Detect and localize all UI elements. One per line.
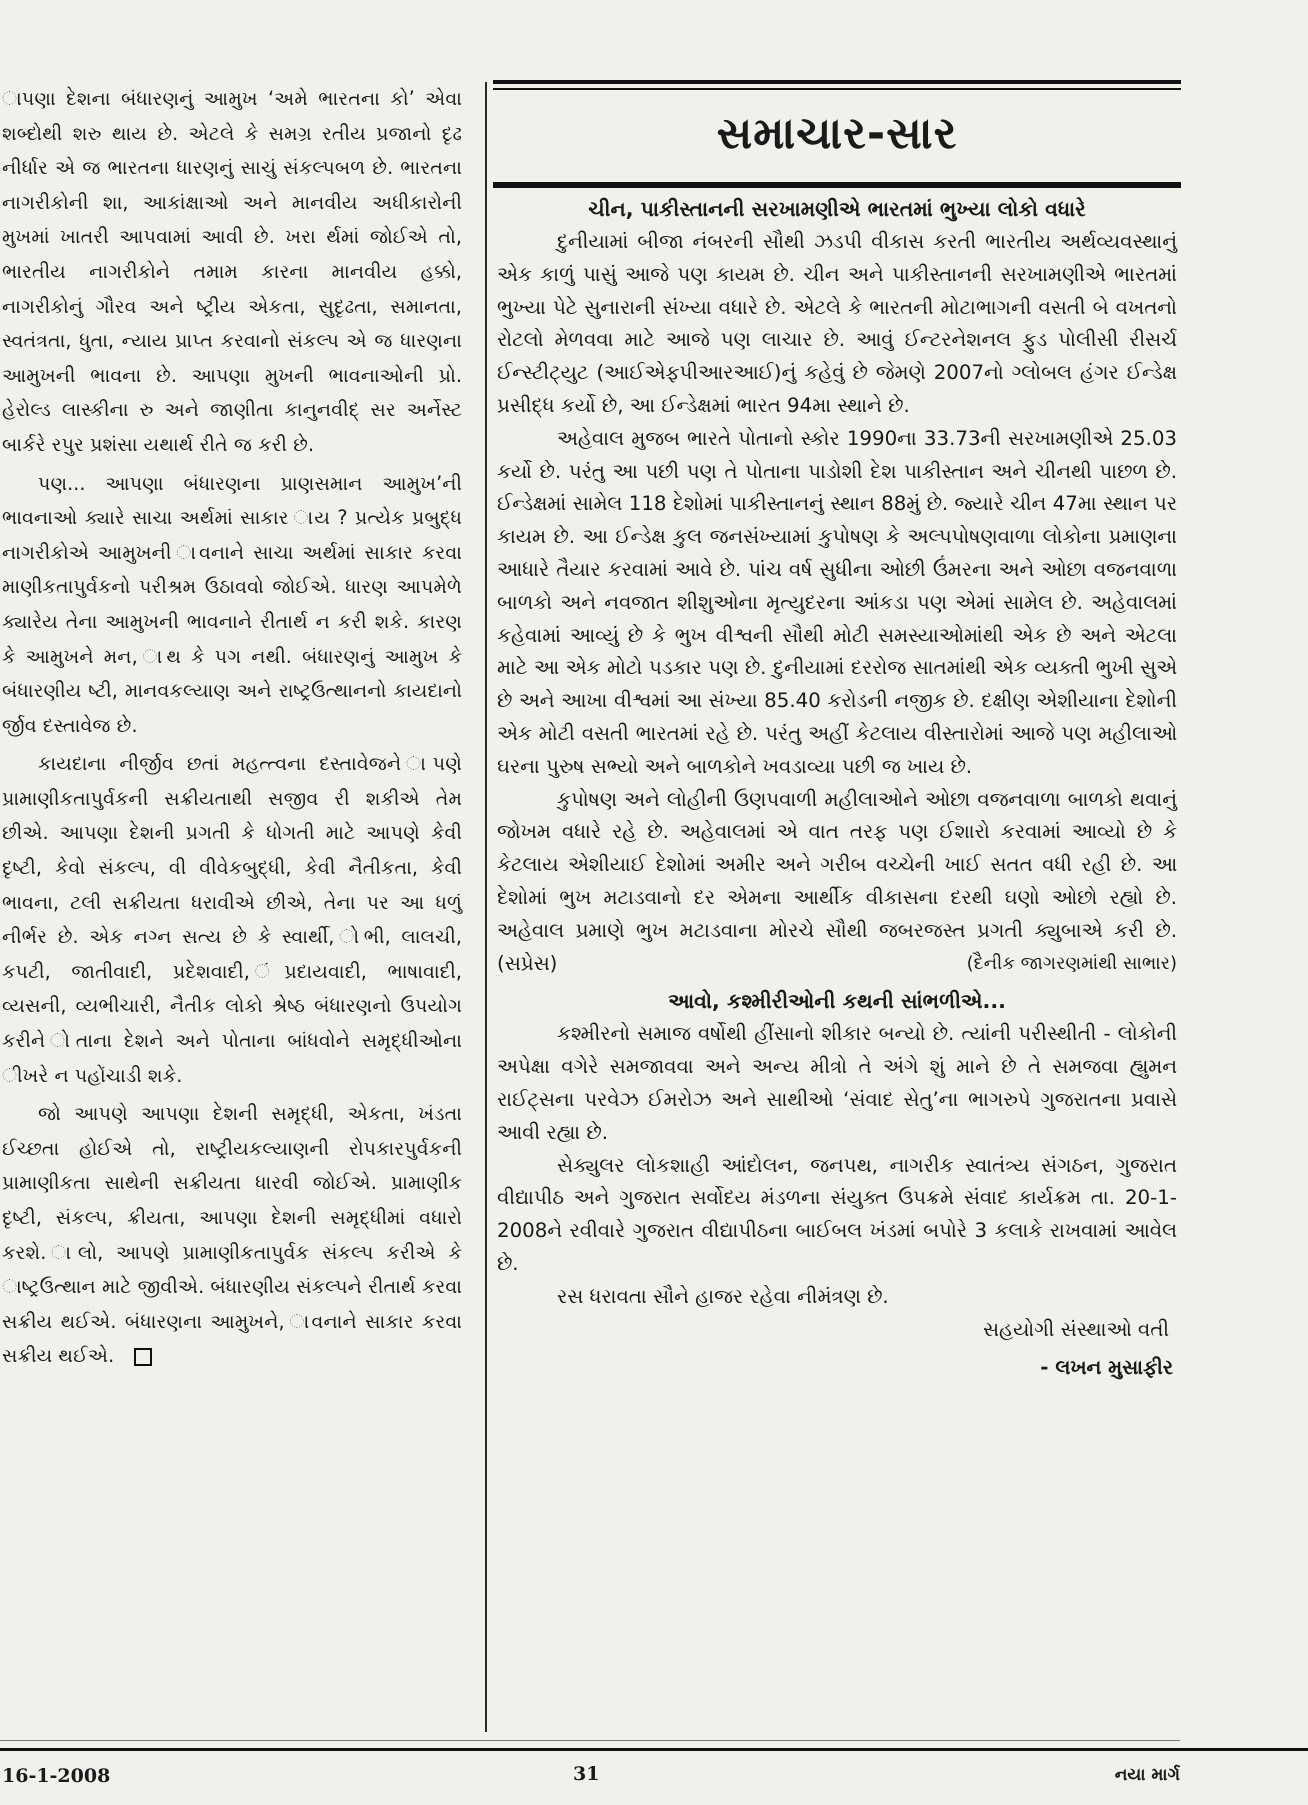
article-hunger-paragraph-3: [493, 784, 1181, 981]
article-hunger-paragraph-1: દુનીયામાં બીજા નંબરની સૌથી ઝડપી વીકાસ કરતી ભારતીય અર્થવ્યવસ્થાનું એક કાળું પાસું આજે પણ કાયમ છે. ચીન અને પાકીસ્તાનની સરખામણીએ ભારતમાં ભુખ્યા પેટે સુનારાની સંખ્યા વધારે છે. એટલે કે ભારતની મોટાભાગની વસતી બે વખતનો રોટલો મેળવવા માટે આજે પણ લાચાર છે. આવું ઈન્ટરનેશનલ ફુડ પોલીસી રીસર્ચ ઈન્સ્ટીટ્યુટ (આઈએફપીઆરઆઈ)નું કહેવું છે જેમણે 2007નો ગ્લોબલ હંગર ઈન્ડેક્ષ પ્રસીદ્ધ કર્યો છે, આ ઈન્ડેક્ષમાં ભારત 94મા સ્થાને છે.: [497, 230, 1177, 417]
left-paragraph-4-text: જો આપણે આપણા દેશની સમૃદ્ધી, એકતા, ખંડતા ઈચ્છતા હોઈએ તો, રાષ્ટ્રીયકલ્યાણની રોપકારપુર્વકની પ્રામાણીકતા સાથેની સક્રીયતા ધારવી જોઈએ. પ્રામાણીક દૃષ્ટી, સંકલ્પ, ક્રીયતા, આપણા દેશની સમૃદ્ધીમાં વધારો કરશે. ાલો, આપણે પ્રામાણીકતાપુર્વક સંકલ્પ કરીએ કે ાષ્ટ્રઉત્થાન માટે જીવીએ. બંધારણીય સંકલ્પને રીતાર્થ કરવા સક્રીય થઈએ. બંધારણના આમુખને, ાવનાને સાકાર કરવા સક્રીય થઈએ.: [2, 1102, 462, 1368]
article-kashmir-paragraph-2: સેક્યુલર લોકશાહી આંદોલન, જનપથ, નાગરીક સ્વાતંત્ર્ય સંગઠન, ગુજરાત વીદ્યાપીઠ અને ગુજરાત સર્વોદય મંડળના સંયુક્ત ઉપક્રમે સંવાદ કાર્યક્રમ તા. 20-1-2008ને રવીવારે ગુજરાત વીદ્યાપીઠના બાઈબલ ખંડમાં બપોરે 3 કલાકે રાખવામાં આવેલ છે.: [497, 1153, 1177, 1275]
masthead-rule-bottom: [493, 184, 1181, 188]
footer-magazine-name: નયા માર્ગ: [1114, 1765, 1180, 1785]
left-paragraph-1: ાપણા દેશના બંધારણનું આમુખ ‘અમે ભારતના કો’ એવા શબ્દોથી શરુ થાય છે. એટલે કે સમગ્ર રતીય પ્રજાનો દૃઢ નીર્ધાર એ જ ભારતના ધારણનું સાચું સંકલ્પબળ છે. ભારતના નાગરીકોની શા, આકાંક્ષાઓ અને માનવીય અધીકારોની મુખમાં ખાતરી આપવામાં આવી છે. ખરા ર્થમાં જોઈએ તો, ભારતીય નાગરીકોને તમામ કારના માનવીય હક્કો, નાગરીકોનું ગૌરવ અને ષ્ટ્રીય એકતા, સુદૃઢતા, સમાનતા, સ્વતંત્રતા, ધુતા, ન્યાય પ્રાપ્ત કરવાનો સંકલ્પ એ જ ધારણના આમુખની ભાવના છે. આપણા મુખની ભાવનાઓની પ્રો. હેરોલ્ડ લાસ્કીના રુ અને જાણીતા કાનુનવીદ્ સર અર્નેસ્ટ બાર્કરે રપુર પ્રશંસા યથાર્થ રીતે જ કરી છે.: [2, 87, 462, 456]
article-kashmir-paragraph-3: રસ ધરાવતા સૌને હાજર રહેવા નીમંત્રણ છે.: [557, 1284, 889, 1308]
left-column: [0, 82, 466, 1374]
article-hunger-paragraph-3-text: કુપોષણ અને લોહીની ઉણપવાળી મહીલાઓને ઓછા વજનવાળા બાળકો થવાનું જોખમ વધારે રહે છે. અહેવાલમાં એ વાત તરફ પણ ઈશારો કરવામાં આવ્યો છે કે કેટલાય એશીયાઈ દેશોમાં અમીર અને ગરીબ વચ્ચેની ખાઈ સતત વધી રહી છે. આ દેશોમાં ભુખ મટાડવાનો દર એમના આર્થીક વીકાસના દરથી ઘણો ઓછો રહ્યો છે. અહેવાલ પ્રમાણે ભુખ મટાડવાના મોરચે સૌથી જબરજસ્ત પ્રગતી ક્યુબાએ કરી છે. (સપ્રેસ): [497, 787, 1177, 975]
article-hunger: [493, 192, 1181, 980]
footer-page-number: 31: [573, 1763, 600, 1785]
article-kashmir: [493, 984, 1181, 1385]
page-footer: [0, 1748, 1308, 1791]
article-hunger-credit: (દૈનીક જાગરણમાંથી સાભાર): [966, 952, 1177, 974]
footer-date: 16-1-2008: [2, 1765, 111, 1787]
article-hunger-headline: ચીન, પાકીસ્તાનની સરખામણીએ ભારતમાં ભુખ્યા લોકો વધારે: [588, 197, 1086, 221]
masthead-rule-top: [493, 80, 1181, 84]
left-paragraph-2: પણ... આપણા બંધારણના પ્રાણસમાન આમુખ’ની ભાવનાઓ ક્યારે સાચા અર્થમાં સાકાર ાય ? પ્રત્યેક પ્રબુદ્ધ નાગરીકોએ આમુખની ાવનાને સાચા અર્થમાં સાકાર કરવા માણીકતાપુર્વકનો પરીશ્રમ ઉઠાવવો જોઈએ. ધારણ આપમેળે ક્યારેય તેના આમુખની ભાવનાને રીતાર્થ ન કરી શકે. કારણ કે આમુખને મન, ાથ કે પગ નથી. બંધારણનું આમુખ કે બંધારણીય ષ્ટી, માનવકલ્યાણ અને રાષ્ટ્રઉત્થાનનો કાયદાનો ર્જીવ દસ્તાવેજ છે.: [2, 471, 462, 737]
article-kashmir-paragraph-1: કશ્મીરનો સમાજ વર્ષોથી હીંસાનો શીકાર બન્યો છે. ત્યાંની પરીસ્થીતી - લોકોની અપેક્ષા વગેરે સમજાવવા અને અન્ય મીત્રો તે અંગે શું માને છે તે સમજવા હ્યુમન રાઈટ્સના પરવેઝ ઈમરોઝ અને સાથીઓ ‘સંવાદ સેતુ’ના ભાગરુપે ગુજરાતના પ્રવાસે આવી રહ્યા છે.: [497, 1022, 1177, 1144]
left-paragraph-4: [0, 1097, 466, 1374]
footer-rule: [0, 1740, 1180, 1741]
end-mark-square-icon: [134, 1348, 152, 1366]
article-kashmir-byline: - લખન મુસાફીર: [1040, 1356, 1173, 1380]
left-paragraph-3: કાયદાના નીર્જીવ છતાં મહત્ત્વના દસ્તાવેજને ાપણે પ્રામાણીકતાપુર્વકની સક્રીયતાથી સજીવ રી શકીએ તેમ છીએ. આપણા દેશની પ્રગતી કે ધોગતી માટે આપણે કેવી દૃષ્ટી, કેવો સંકલ્પ, વી વીવેકબુદ્ધી, કેવી નૈતીકતા, કેવી ભાવના, ટલી સક્રીયતા ધરાવીએ છીએ, તેના પર આ ધળું નીર્ભર છે. એક નગ્ન સત્ય છે કે સ્વાર્થી, ોભી, લાલચી, કપટી, જાતીવાદી, પ્રદેશવાદી, ંપ્રદાયવાદી, ભાષાવાદી, વ્યસની, વ્યભીચારી, નૈતીક લોકો શ્રેષ્ઠ બંધારણનો ઉપયોગ કરીને ોતાના દેશને અને પોતાના બાંધવોને સમૃદ્ધીઓના ીખરે ન પહોંચાડી શકે.: [2, 752, 462, 1087]
column-divider: [485, 82, 487, 1732]
article-hunger-paragraph-2: અહેવાલ મુજબ ભારતે પોતાનો સ્કોર 1990ના 33.73ની સરખામણીએ 25.03 કર્યો છે. પરંતુ આ પછી પણ તે પોતાના પાડોશી દેશ પાકીસ્તાન અને ચીનથી પાછળ છે. ઈન્ડેક્ષમાં સામેલ 118 દેશોમાં પાકીસ્તાનનું સ્થાન 88મું છે. જ્યારે ચીન 47મા સ્થાન પર કાયમ છે. આ ઈન્ડેક્ષ કુલ જનસંખ્યામાં કુપોષણ કે અલ્પપોષણવાળા લોકોના પ્રમાણના આધારે તૈયાર કરવામાં આવે છે. પાંચ વર્ષ સુધીના ઓછી ઉંમરના અને ઓછા વજનવાળા બાળકો અને નવજાત શીશુઓના મૃત્યુદરના આંકડા પણ એમાં સામેલ છે. અહેવાલમાં કહેવામાં આવ્યું છે કે ભુખ વીશ્વની સૌથી મોટી સમસ્યાઓમાંથી એક છે અને એટલા માટે આ એક મોટો પડકાર પણ છે. દુનીયામાં દરરોજ સાતમાંથી એક વ્યક્તી ભુખી સુએ છે અને આખા વીશ્વમાં આ સંખ્યા 85.40 કરોડની નજીક છે. દક્ષીણ એશીયાના દેશોની એક મોટી વસતી ભારતમાં રહે છે. પરંતુ અહીં કેટલાય વીસ્તારોમાં આજે પણ મહીલાઓ ઘરના પુરુષ સભ્યો અને બાળકોને ખવડાવ્યા પછી જ ખાય છે.: [497, 426, 1177, 778]
section-masthead: સમાચાર-સાર: [716, 108, 958, 159]
right-column: [493, 80, 1181, 1385]
article-kashmir-sign-off: સહયોગી સંસ્થાઓ વતી: [983, 1317, 1169, 1341]
article-kashmir-headline: આવો, કશ્મીરીઓની કથની સાંભળીએ...: [668, 989, 1006, 1014]
